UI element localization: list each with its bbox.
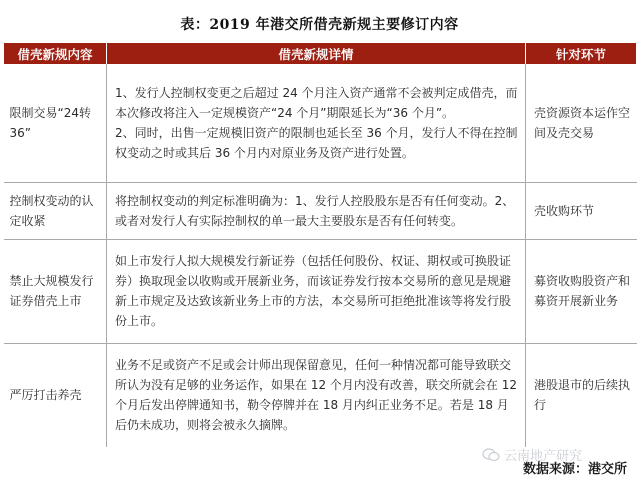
table-row [4,182,637,239]
header-details: 借壳新规详情 [107,43,526,64]
row-details [107,239,526,343]
table-header-row [4,43,637,64]
watermark-text: 云南地产研究 [504,449,583,464]
detail-paragraph: 如上市发行人拟大规模发行新证券（包括任何股份、权证、期权或可换股证券）换取现金以收购或开展新业务，而该证券发行按本交易所的意见是规避新上市规定及达致该新业务上市的方法，本交易所可拒绝批准该等将发行股份上市。 [115,254,512,328]
detail-paragraph: 将控制权变动的判定标准明确为：1、发行人控股股东是否有任何变动。2、或者对发行人有实际控制权的单一最大主要股东是否有任何转变。 [115,193,515,228]
row-topic: 控制权变动的认定收紧 [4,182,107,239]
revision-table [3,43,637,447]
wechat-icon [482,448,500,462]
detail-paragraph: 1、发行人控制权变更之后超过 24 个月注入资产通常不会被判定成借壳，而本次修改将注入一定规模资产“24 个月”期限延长为“36 个月”。 [115,85,518,120]
row-target: 募资收购股资产和募资开展新业务 [526,239,637,343]
row-details [107,343,526,447]
header-target: 针对环节 [526,43,637,64]
row-topic: 限制交易“24转36” [4,64,107,182]
table-row [4,64,637,182]
detail-paragraph: 业务不足或资产不足或会计师出现保留意见，任何一种情况都可能导致联交所认为没有足够的业务运作，如果在 12 个月内没有改善，联交所就会在 12 个月后发出停牌通知书，勒令停牌并在 18 月内纠正业务不足。若是 18 月后仍未成功，则将会被永久摘牌。 [115,358,517,433]
table-title: 表：2019 年港交所借壳新规主要修订内容 [180,17,459,33]
row-details [107,64,526,182]
table-row [4,239,637,343]
header-content: 借壳新规内容 [4,43,107,64]
row-topic: 禁止大规模发行证券借壳上市 [4,239,107,343]
table-row [4,343,637,447]
row-target: 壳资源资本运作空间及壳交易 [526,64,637,182]
detail-paragraph: 2、同时，出售一定规模旧资产的限制也延长至 36 个月，发行人不得在控制权变动之时或其后 36 个月内对原业务及资产进行处置。 [115,125,518,160]
row-target: 港股退市的后续执行 [534,378,631,413]
data-source: 数据来源：港交所 [522,462,627,477]
row-details [107,182,526,239]
row-target: 壳收购环节 [526,182,637,239]
row-topic: 严厉打击养壳 [9,388,82,403]
